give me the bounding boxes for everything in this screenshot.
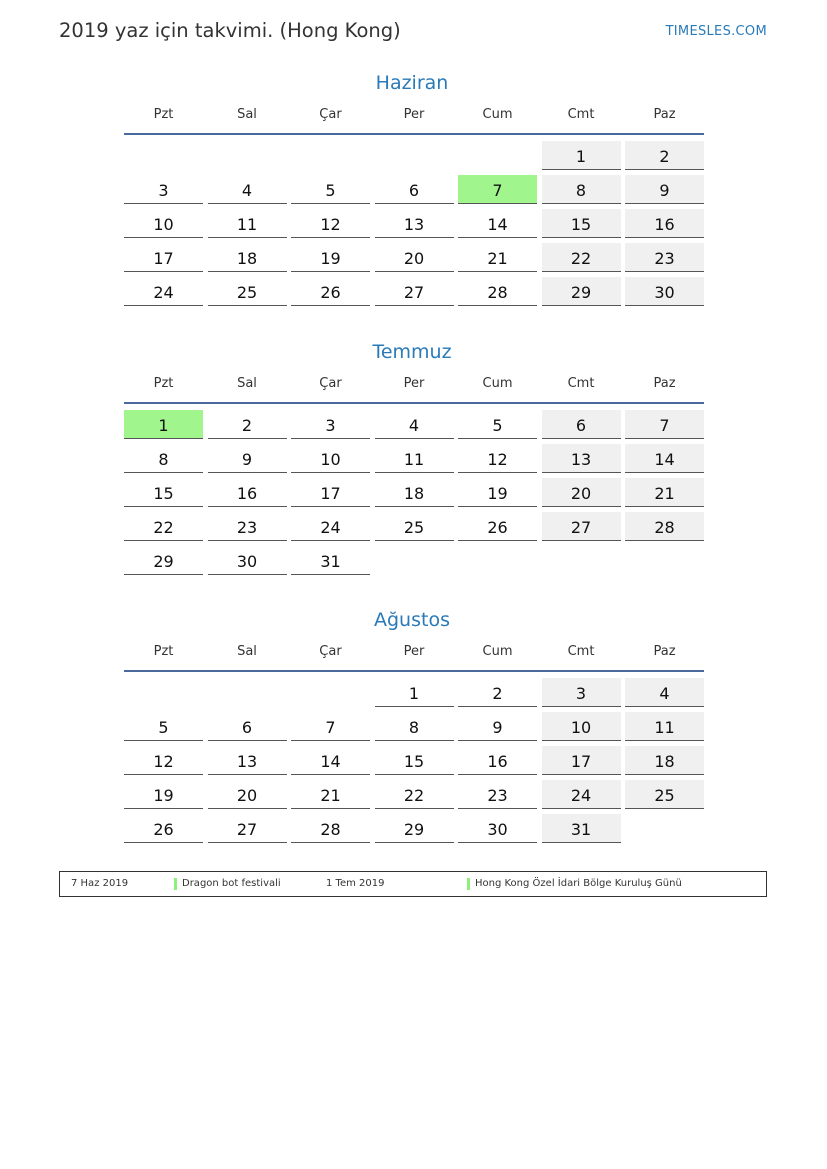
- day-cell: 21: [291, 780, 370, 809]
- page-title: 2019 yaz için takvimi. (Hong Kong): [59, 19, 401, 42]
- legend-holiday-name: Hong Kong Özel İdari Bölge Kuruluş Günü: [475, 878, 682, 889]
- day-cell: 1: [542, 141, 621, 170]
- month-july: [124, 339, 704, 575]
- day-cell: 20: [375, 243, 454, 272]
- weekday-label: Cum: [482, 644, 513, 659]
- day-cell: 13: [375, 209, 454, 238]
- day-cell: 2: [458, 678, 537, 707]
- day-cell: 11: [625, 712, 704, 741]
- weekday-label: Per: [403, 376, 425, 391]
- day-cell: 10: [291, 444, 370, 473]
- day-cell: 24: [542, 780, 621, 809]
- day-cell: 8: [375, 712, 454, 741]
- day-cell: 7: [291, 712, 370, 741]
- day-cell: 28: [625, 512, 704, 541]
- day-cell: 30: [625, 277, 704, 306]
- day-cell: 8: [124, 444, 203, 473]
- weekday-label: Pzt: [153, 107, 174, 122]
- day-cell: 5: [291, 175, 370, 204]
- legend-date: 7 Haz 2019: [71, 878, 129, 889]
- day-cell: 26: [291, 277, 370, 306]
- day-cell: 19: [291, 243, 370, 272]
- month-title: Temmuz: [372, 341, 452, 363]
- weekday-header: [124, 374, 704, 404]
- empty-cell: [375, 141, 454, 170]
- day-cell: 4: [375, 410, 454, 439]
- day-cell: 15: [124, 478, 203, 507]
- day-cell: 19: [124, 780, 203, 809]
- site-link[interactable]: TIMESLES.COM: [665, 24, 767, 39]
- day-cell: 22: [542, 243, 621, 272]
- day-cell: 17: [291, 478, 370, 507]
- day-cell: 10: [542, 712, 621, 741]
- month-title: Ağustos: [374, 609, 450, 631]
- weekday-label: Paz: [653, 376, 676, 391]
- day-cell: 15: [542, 209, 621, 238]
- day-cell: 29: [375, 814, 454, 843]
- day-cell: 11: [375, 444, 454, 473]
- weekday-label: Cmt: [567, 376, 595, 391]
- day-cell: 19: [458, 478, 537, 507]
- legend-date: 1 Tem 2019: [326, 878, 385, 889]
- weekday-label: Paz: [653, 644, 676, 659]
- day-cell: 17: [124, 243, 203, 272]
- day-cell: 7: [625, 410, 704, 439]
- day-cell: 5: [124, 712, 203, 741]
- day-cell: 24: [124, 277, 203, 306]
- day-cell: 22: [375, 780, 454, 809]
- day-cell: 1: [375, 678, 454, 707]
- day-cell: 12: [291, 209, 370, 238]
- day-cell: 14: [291, 746, 370, 775]
- day-cell: 15: [375, 746, 454, 775]
- legend-holiday-name: Dragon bot festivali: [182, 878, 281, 889]
- weekday-label: Sal: [237, 644, 257, 659]
- empty-cell: [291, 141, 370, 170]
- day-grid: [124, 410, 704, 575]
- holiday-day-cell: 7: [458, 175, 537, 204]
- month-title: Haziran: [375, 72, 449, 94]
- weekday-label: Çar: [319, 644, 342, 659]
- day-cell: 12: [124, 746, 203, 775]
- empty-cell: [208, 678, 287, 707]
- weekday-label: Paz: [653, 107, 676, 122]
- day-cell: 6: [375, 175, 454, 204]
- day-cell: 26: [458, 512, 537, 541]
- day-grid: [124, 141, 704, 306]
- day-cell: 4: [208, 175, 287, 204]
- holiday-legend: [59, 871, 767, 897]
- day-cell: 11: [208, 209, 287, 238]
- weekday-label: Cmt: [567, 107, 595, 122]
- day-cell: 20: [542, 478, 621, 507]
- empty-cell: [458, 141, 537, 170]
- day-cell: 26: [124, 814, 203, 843]
- weekday-label: Per: [403, 644, 425, 659]
- day-cell: 20: [208, 780, 287, 809]
- day-cell: 27: [542, 512, 621, 541]
- weekday-label: Çar: [319, 376, 342, 391]
- day-cell: 2: [625, 141, 704, 170]
- day-cell: 30: [458, 814, 537, 843]
- day-cell: 27: [208, 814, 287, 843]
- legend-color-marker: [174, 878, 177, 890]
- weekday-label: Per: [403, 107, 425, 122]
- weekday-label: Cum: [482, 376, 513, 391]
- day-cell: 25: [208, 277, 287, 306]
- weekday-header: [124, 105, 704, 135]
- day-cell: 14: [458, 209, 537, 238]
- day-cell: 5: [458, 410, 537, 439]
- weekday-label: Pzt: [153, 644, 174, 659]
- day-cell: 6: [208, 712, 287, 741]
- day-cell: 2: [208, 410, 287, 439]
- day-cell: 23: [458, 780, 537, 809]
- day-cell: 23: [625, 243, 704, 272]
- month-august: [124, 607, 704, 843]
- day-cell: 29: [542, 277, 621, 306]
- empty-cell: [124, 678, 203, 707]
- day-cell: 16: [458, 746, 537, 775]
- day-cell: 12: [458, 444, 537, 473]
- day-cell: 8: [542, 175, 621, 204]
- month-june: [124, 70, 704, 306]
- day-cell: 10: [124, 209, 203, 238]
- day-cell: 31: [291, 546, 370, 575]
- day-cell: 6: [542, 410, 621, 439]
- day-cell: 9: [208, 444, 287, 473]
- day-cell: 13: [208, 746, 287, 775]
- day-cell: 21: [458, 243, 537, 272]
- day-cell: 22: [124, 512, 203, 541]
- day-cell: 18: [375, 478, 454, 507]
- empty-cell: [208, 141, 287, 170]
- day-cell: 28: [458, 277, 537, 306]
- day-cell: 3: [542, 678, 621, 707]
- day-cell: 13: [542, 444, 621, 473]
- day-cell: 14: [625, 444, 704, 473]
- weekday-label: Çar: [319, 107, 342, 122]
- day-grid: [124, 678, 704, 843]
- day-cell: 30: [208, 546, 287, 575]
- holiday-day-cell: 1: [124, 410, 203, 439]
- day-cell: 24: [291, 512, 370, 541]
- day-cell: 16: [625, 209, 704, 238]
- day-cell: 18: [208, 243, 287, 272]
- weekday-label: Cum: [482, 107, 513, 122]
- day-cell: 4: [625, 678, 704, 707]
- empty-cell: [291, 678, 370, 707]
- weekday-label: Cmt: [567, 644, 595, 659]
- day-cell: 25: [625, 780, 704, 809]
- weekday-label: Pzt: [153, 376, 174, 391]
- weekday-label: Sal: [237, 107, 257, 122]
- day-cell: 17: [542, 746, 621, 775]
- day-cell: 3: [291, 410, 370, 439]
- day-cell: 29: [124, 546, 203, 575]
- day-cell: 16: [208, 478, 287, 507]
- weekday-header: [124, 642, 704, 672]
- empty-cell: [124, 141, 203, 170]
- day-cell: 3: [124, 175, 203, 204]
- day-cell: 9: [458, 712, 537, 741]
- day-cell: 21: [625, 478, 704, 507]
- day-cell: 27: [375, 277, 454, 306]
- day-cell: 18: [625, 746, 704, 775]
- day-cell: 9: [625, 175, 704, 204]
- weekday-label: Sal: [237, 376, 257, 391]
- legend-color-marker: [467, 878, 470, 890]
- day-cell: 31: [542, 814, 621, 843]
- day-cell: 25: [375, 512, 454, 541]
- day-cell: 28: [291, 814, 370, 843]
- day-cell: 23: [208, 512, 287, 541]
